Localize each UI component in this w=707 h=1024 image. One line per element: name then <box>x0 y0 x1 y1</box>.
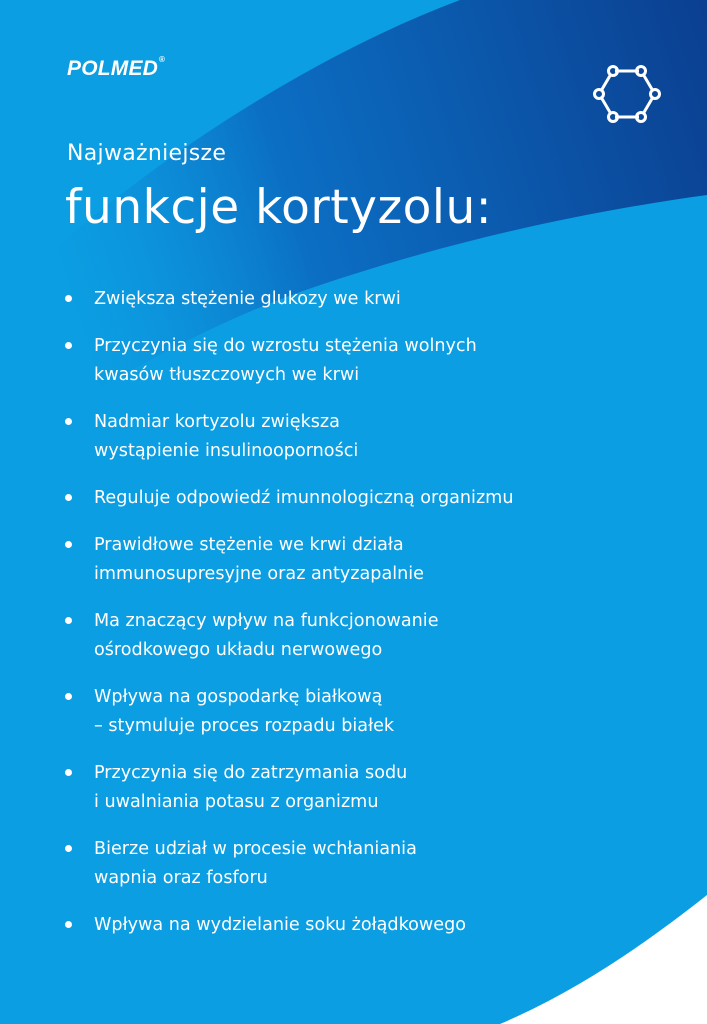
list-item-text-line: Zwiększa stężenie glukozy we krwi <box>94 289 401 309</box>
list-item-text-line: wapnia oraz fosforu <box>94 868 268 888</box>
polmed-logo <box>67 57 165 81</box>
molecule-hexagon-icon <box>592 63 662 125</box>
list-item-text-line: kwasów tłuszczowych we krwi <box>94 365 360 385</box>
bullet-icon <box>65 418 72 425</box>
brand-name: POLMED <box>67 57 159 80</box>
list-item <box>65 332 665 390</box>
list-item-text-line: i uwalniania potasu z organizmu <box>94 792 379 812</box>
bullet-icon <box>65 617 72 624</box>
list-item-text-line: Wpływa na wydzielanie soku żołądkowego <box>94 915 467 935</box>
list-item <box>65 759 665 817</box>
list-item <box>65 911 665 940</box>
list-item <box>65 484 665 513</box>
bullet-icon <box>65 295 72 302</box>
list-item-text-line: Reguluje odpowiedź imunnologiczną organizmu <box>94 488 514 508</box>
list-item-text-line: Wpływa na gospodarkę białkową <box>94 687 383 707</box>
list-item-text-line: Przyczynia się do wzrostu stężenia wolnych <box>94 336 477 356</box>
list-item-text-line: Prawidłowe stężenie we krwi działa <box>94 535 404 555</box>
list-item-text-line: Ma znaczący wpływ na funkcjonowanie <box>94 611 439 631</box>
functions-list <box>65 285 665 958</box>
list-item <box>65 835 665 893</box>
heading-title: funkcje kortyzolu: <box>65 180 493 235</box>
list-item <box>65 683 665 741</box>
list-item <box>65 607 665 665</box>
bullet-icon <box>65 342 72 349</box>
bullet-icon <box>65 693 72 700</box>
bullet-icon <box>65 845 72 852</box>
bullet-icon <box>65 921 72 928</box>
list-item <box>65 408 665 466</box>
bullet-icon <box>65 769 72 776</box>
bullet-icon <box>65 494 72 501</box>
list-item <box>65 531 665 589</box>
list-item-text-line: Przyczynia się do zatrzymania sodu <box>94 763 408 783</box>
list-item <box>65 285 665 314</box>
list-item-text-line: – stymuluje proces rozpadu białek <box>94 716 395 736</box>
list-item-text-line: immunosupresyjne oraz antyzapalnie <box>94 564 424 584</box>
list-item-text-line: ośrodkowego układu nerwowego <box>94 640 383 660</box>
heading-subtitle: Najważniejsze <box>67 141 227 166</box>
registered-mark: ® <box>159 55 166 64</box>
list-item-text-line: Nadmiar kortyzolu zwiększa <box>94 412 340 432</box>
list-item-text-line: wystąpienie insulinooporności <box>94 441 359 461</box>
bullet-icon <box>65 541 72 548</box>
list-item-text-line: Bierze udział w procesie wchłaniania <box>94 839 417 859</box>
